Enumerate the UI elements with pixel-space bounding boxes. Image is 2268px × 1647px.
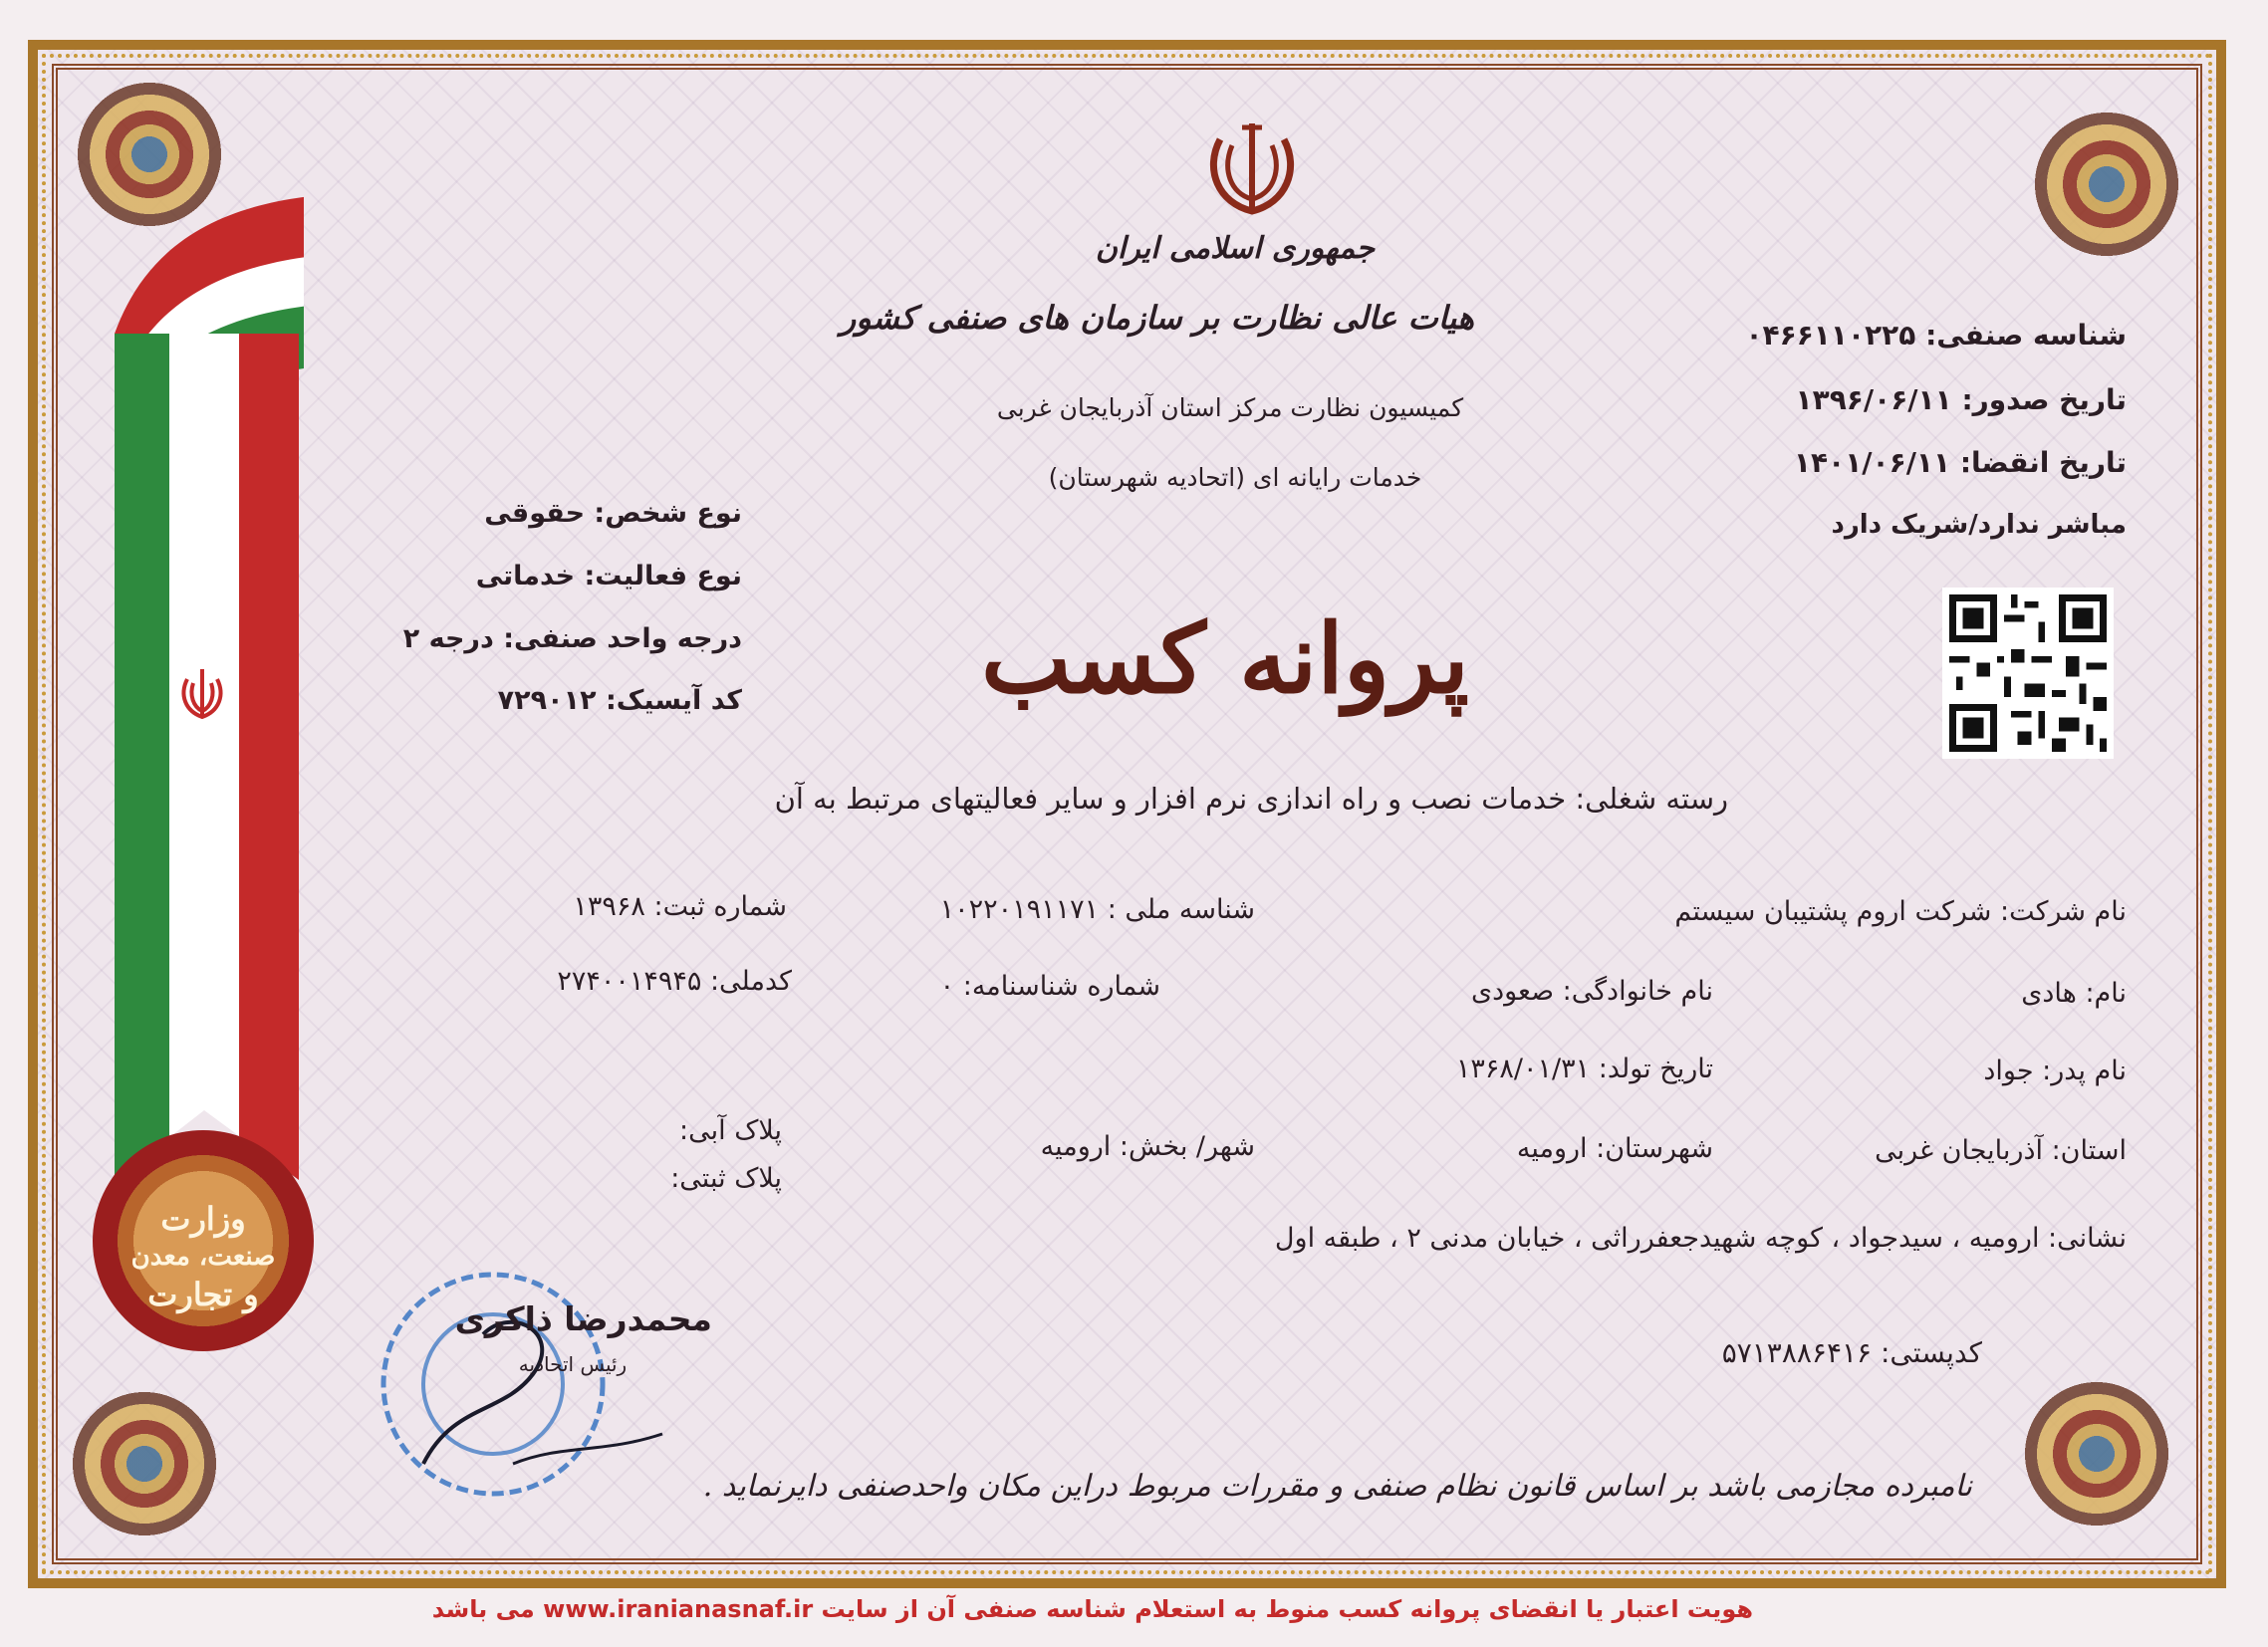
- commission-title: کمیسیون نظارت مرکز استان آذربایجان غربی: [996, 393, 1464, 422]
- board-title: هیات عالی نظارت بر سازمان های صنفی کشور: [840, 299, 1474, 337]
- county: شهرستان: ارومیه: [1516, 1133, 1713, 1164]
- postal-code: کدپستی: ۵۷۱۳۸۸۶۴۱۶: [1721, 1336, 1982, 1369]
- ministry-seal: [93, 1130, 314, 1351]
- seal-line: وزارت: [160, 1200, 246, 1238]
- guild-id: شناسه صنفی: ۰۴۶۶۱۱۰۲۲۵: [1745, 319, 2127, 352]
- city: شهر/ بخش: ارومیه: [1040, 1131, 1255, 1162]
- person-type: نوع شخص: حقوقی: [484, 498, 742, 529]
- emblem-icon: [177, 665, 227, 721]
- seal-line: و تجارت: [147, 1276, 259, 1313]
- qr-code: [1942, 588, 2114, 759]
- last-name: نام خانوادگی: صعودی: [1470, 976, 1713, 1007]
- birth-date: تاریخ تولد: ۱۳۶۸/۰۱/۳۱: [1455, 1054, 1713, 1084]
- first-name: نام: هادی: [2021, 978, 2127, 1009]
- unit-grade: درجه واحد صنفی: درجه ۲: [402, 623, 742, 654]
- issue-date: تاریخ صدور: ۱۳۹۶/۰۶/۱۱: [1795, 383, 2127, 416]
- partner-status: مباشر ندارد/شریک دارد: [1831, 510, 2127, 540]
- expiry-date: تاریخ انقضا: ۱۴۰۱/۰۶/۱۱: [1793, 446, 2127, 479]
- address: نشانی: ارومیه ، سیدجواد ، کوچه شهیدجعفرراثی ، خیابان مدنی ۲ ، طبقه اول: [1274, 1223, 2127, 1254]
- signatory-role: رئیس اتحادیه: [518, 1352, 628, 1376]
- corner-ornament-bottom-left: [60, 1379, 229, 1548]
- signatory-name: محمدرضا ذاکری: [454, 1299, 712, 1338]
- father-name: نام پدر: جواد: [1983, 1056, 2127, 1086]
- occupation: رسته شغلی: خدمات نصب و راه اندازی نرم افزار و سایر فعالیتهای مرتبط به آن: [774, 782, 1728, 816]
- isic-code: کد آیسیک: ۷۲۹۰۱۲: [497, 685, 742, 716]
- legal-notice: نامبرده مجازمی باشد بر اساس قانون نظام صنفی و مقررات مربوط دراین مکان واحدصنفی دایرنماید .: [702, 1469, 1972, 1504]
- corner-ornament-top-right: [2022, 100, 2191, 269]
- registered-plate: پلاک ثبتی:: [670, 1163, 782, 1194]
- activity-type: نوع فعالیت: خدماتی: [475, 561, 742, 591]
- registration-number: شماره ثبت: ۱۳۹۶۸: [573, 891, 787, 922]
- blue-plate: پلاک آبی:: [679, 1115, 782, 1146]
- document-title: پروانه کسب: [981, 602, 1469, 715]
- corner-ornament-bottom-right: [2012, 1369, 2181, 1538]
- seal-line: صنعت، معدن: [130, 1242, 276, 1272]
- national-code: کدملی: ۲۷۴۰۰۱۴۹۴۵: [557, 966, 792, 997]
- footer-notice: هویت اعتبار یا انقضای پروانه کسب منوط به استعلام شناسه صنفی آن از سایت www.iranianasnaf.ir می باشد: [431, 1595, 1753, 1623]
- province: استان: آذربایجان غربی: [1875, 1135, 2127, 1166]
- company-name: نام شرکت: شرکت اروم پشتیبان سیستم: [1674, 896, 2127, 927]
- national-id: شناسه ملی : ۱۰۲۲۰۱۹۱۱۷۱: [939, 894, 1255, 925]
- iran-emblem-icon: [1198, 118, 1306, 217]
- republic-title: جمهوری اسلامی ایران: [1095, 231, 1375, 266]
- union-title: خدمات رایانه ای (اتحادیه شهرستان): [1048, 463, 1422, 492]
- id-number: شماره شناسنامه: ۰: [939, 971, 1160, 1002]
